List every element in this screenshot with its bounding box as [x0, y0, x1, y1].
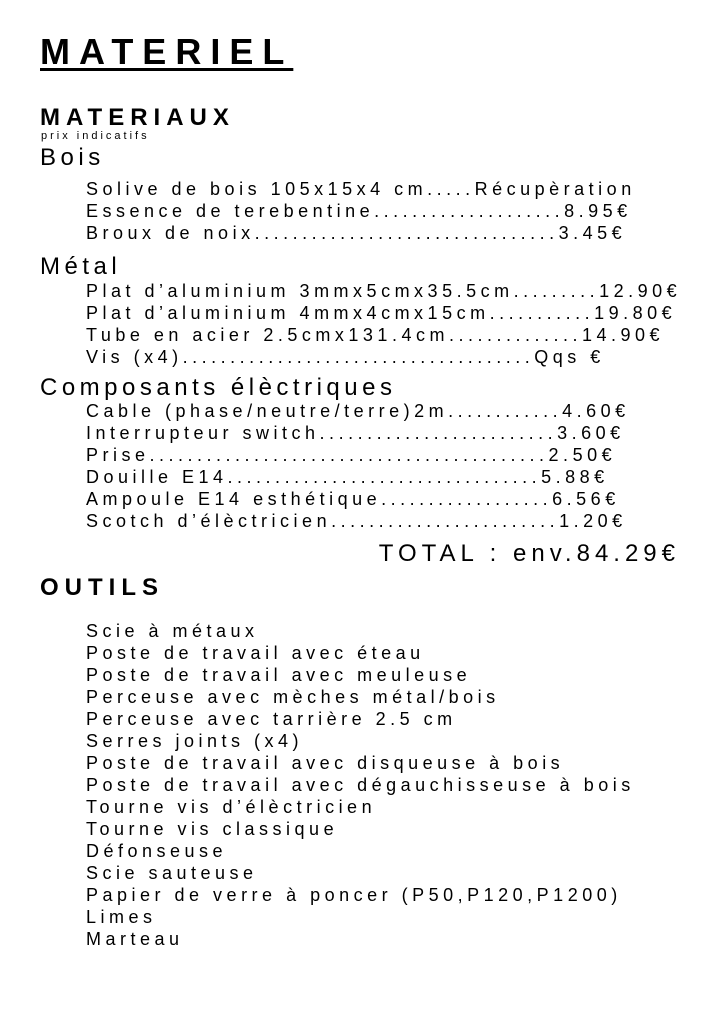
list-item: Tourne vis d’élèctricien — [86, 797, 377, 817]
list-item: Serres joints (x4) — [86, 731, 304, 751]
list-item: Tourne vis classique — [86, 819, 339, 839]
list-item: Marteau — [86, 929, 184, 949]
category-metal-list — [86, 280, 681, 368]
outils-heading: OUTILS — [40, 574, 164, 601]
list-item: Plat d’aluminium 3mmx5cmx35.5cm.........12.90€ — [86, 281, 682, 301]
list-item: Broux de noix................................3.45€ — [86, 223, 627, 243]
list-item: Limes — [86, 907, 157, 927]
category-composants-list — [86, 400, 630, 532]
materiaux-subtitle: prix indicatifs — [41, 130, 150, 142]
list-item: Perceuse avec tarrière 2.5 cm — [86, 709, 457, 729]
total-price: TOTAL : env.84.29€ — [378, 540, 680, 567]
list-item: Scotch d’élèctricien........................1.20€ — [86, 511, 627, 531]
list-item: Essence de terebentine....................8.95€ — [86, 201, 632, 221]
materiaux-heading: MATERIAUX — [40, 104, 235, 131]
list-item: Cable (phase/neutre/terre)2m............4.60€ — [86, 401, 630, 421]
category-metal-heading: Métal — [40, 253, 122, 280]
list-item: Scie à métaux — [86, 621, 259, 641]
list-item: Poste de travail avec dégauchisseuse à bois — [86, 775, 635, 795]
list-item: Défonseuse — [86, 841, 228, 861]
list-item: Solive de bois 105x15x4 cm.....Récupèration — [86, 179, 636, 199]
list-item: Plat d’aluminium 4mmx4cmx15cm...........19.80€ — [86, 303, 677, 323]
outils-list — [86, 620, 635, 950]
list-item: Perceuse avec mèches métal/bois — [86, 687, 500, 707]
category-composants-heading: Composants élèctriques — [40, 374, 397, 401]
page-title: MATERIEL — [40, 31, 294, 72]
category-bois-heading: Bois — [40, 144, 105, 171]
list-item: Tube en acier 2.5cmx131.4cm..............14.90€ — [86, 325, 665, 345]
list-item: Poste de travail avec meuleuse — [86, 665, 472, 685]
list-item: Poste de travail avec disqueuse à bois — [86, 753, 565, 773]
list-item: Scie sauteuse — [86, 863, 258, 883]
list-item: Interrupteur switch.........................3.60€ — [86, 423, 625, 443]
list-item: Papier de verre à poncer (P50,P120,P1200) — [86, 885, 622, 905]
category-bois-list — [86, 178, 636, 244]
list-item: Ampoule E14 esthétique..................6.56€ — [86, 489, 620, 509]
list-item: Douille E14.................................5.88€ — [86, 467, 609, 487]
list-item: Poste de travail avec éteau — [86, 643, 425, 663]
list-item: Prise..........................................2.50€ — [86, 445, 617, 465]
list-item: Vis (x4).....................................Qqs € — [86, 347, 605, 367]
